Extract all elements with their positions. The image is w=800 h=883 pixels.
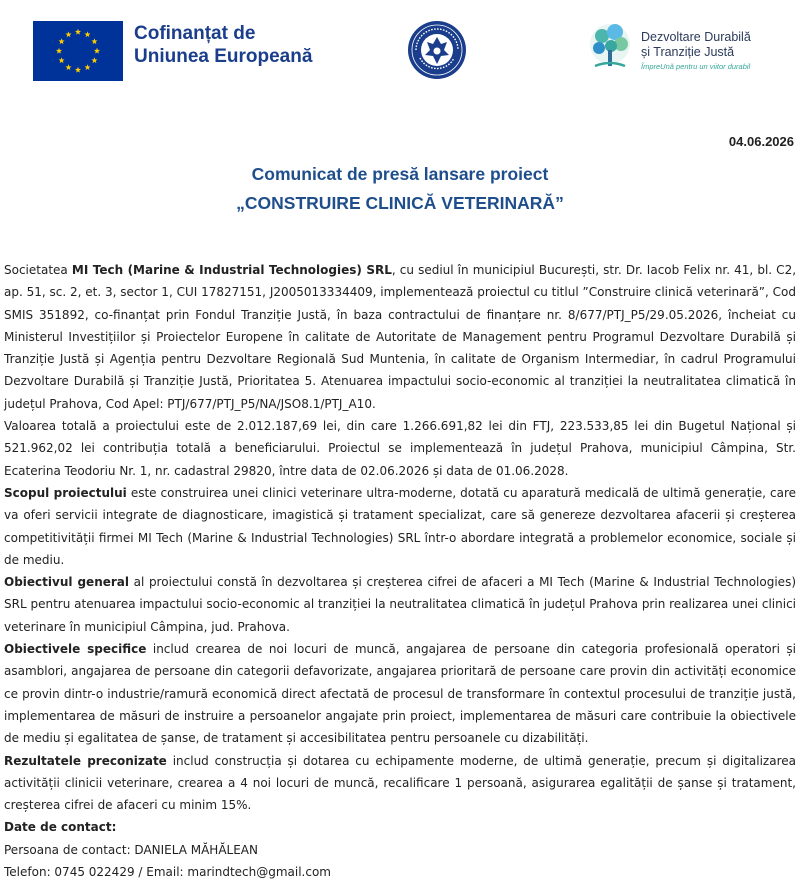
romanian-government-seal-icon	[407, 20, 467, 80]
paragraph-specific-objectives: Obiectivele specifice includ crearea de noi locuri de muncă, angajarea de persoane din categoria profesională operatori și asamblori, angajarea de persoane din categorii defavorizate, angajarea prioritară de persoane care provin din activități economice ce provin dintr-o industrie/ramură economică direct afectată de procesul de transformare în contextul procesului de tranziție justă, implementarea de măsuri de instruire a persoanelor angajate prin proiect, implementarea de măsuri care contribuie la obiectivele de mediu și egalitatea de șanse, de tratament și accesibilitatea pentru persoanele cu dizabilități.	[4, 642, 796, 746]
ddtj-tagline: ÎmpreUnă pentru un viitor durabil	[641, 62, 751, 71]
ddtj-line-2: și Tranziție Justă	[641, 45, 735, 59]
eu-line-2: Uniunea Europeană	[134, 46, 313, 67]
header-logos	[0, 0, 800, 100]
contact-person: Persoana de contact: DANIELA MĂHĂLEAN	[4, 842, 258, 857]
paragraph-general-objective: Obiectivul general al proiectului constă în dezvoltarea și creșterea cifrei de afaceri a MI Tech (Marine & Industrial Technologies) SRL pentru atenuarea impactului socio-economic al tranziției la neutralitatea climatică în județul Prahova prin realizarea unei clinici veterinare în municipiul Câmpina, jud. Prahova.	[4, 575, 796, 634]
eu-flag-icon	[33, 21, 123, 81]
document-date: 04.06.2026	[728, 134, 794, 149]
eu-cofinancing-label	[134, 22, 312, 68]
paragraph-expected-results: Rezultatele preconizate includ construcția și dotarea cu echipamente moderne, de ultimă generație, precum și digitalizarea activității clinicii veterinare, crearea a 4 noi locuri de muncă, recalificare 1 persoană, asigurarea egalității de șanse și tratament, creșterea cifrei de afaceri cu minim 15%.	[4, 753, 796, 813]
paragraph-value: Valoarea totală a proiectului este de 2.012.187,69 lei, din care 1.266.691,82 lei din FTJ, 223.533,85 lei din Bugetul Național și 521.962,02 lei contribuția totală a beneficiarului. Proiectul se implementează în județul Prahova, municipiul Câmpina, Str. Ecaterina Teodoriu Nr. 1, nr. cadastral 29820, între data de 02.06.2026 și data de 01.06.2028.	[4, 419, 796, 478]
ddtj-tree-logo-icon	[585, 22, 635, 77]
ddtj-line-1: Dezvoltare Durabilă	[641, 30, 751, 44]
contact-heading: Date de contact:	[4, 820, 117, 835]
company-name: MI Tech (Marine & Industrial Technologies) SRL	[71, 263, 392, 277]
project-title: „CONSTRUIRE CLINICĂ VETERINARĂ”	[236, 193, 564, 213]
contact-phone-email: Telefon: 0745 022429 / Email: marindtech@gmail.com	[4, 865, 331, 880]
paragraph-scope: Scopul proiectului este construirea unei clinici veterinare ultra-moderne, dotată cu aparatură medicală de ultimă generație, care va oferi servicii integrate de diagnosticare, imagistică și tratament specializat, care să genereze dezvoltarea afacerii și creșterea competitivității firmei MI Tech (Marine & Industrial Technologies) SRL într-o abordare integrată a problemelor economice, sociale și de mediu.	[4, 485, 796, 567]
paragraph-intro: Societatea MI Tech (Marine & Industrial Technologies) SRL, cu sediul în municipiul București, str. Dr. Iacob Felix nr. 41, bl. C2, ap. 51, sc. 2, et. 3, sector 1, CUI 17827151, J2005013334409, implementează proiectul cu titlul ”Construire clinică veterinară”, Cod SMIS 351892, co-finanțat prin Fondul Tranziție Justă, în baza contractului de finanțare nr. 8/677/PTJ_P5/29.05.2026, încheiat cu Ministerul Investițiilor și Proiectelor Europene în calitate de Autoritate de Management pentru Programul Dezvoltare Durabilă și Tranziție Justă și Agenția pentru Dezvoltare Regională Sud Muntenia, în calitate de Organism Intermediar, în cadrul Programului Dezvoltare Durabilă și Tranziție Justă, Prioritatea 5. Atenuarea impactului socio-economic al tranziției la neutralitatea climatică în județul Prahova, Cod Apel: PTJ/677/PTJ_P5/NA/JSO8.1/PTJ_A10.	[4, 263, 797, 411]
eu-line-1: Cofinanțat de	[134, 23, 256, 44]
ddtj-program-name	[641, 30, 751, 60]
press-release-title: Comunicat de presă lansare proiect	[251, 164, 549, 184]
press-release-body	[4, 259, 796, 883]
